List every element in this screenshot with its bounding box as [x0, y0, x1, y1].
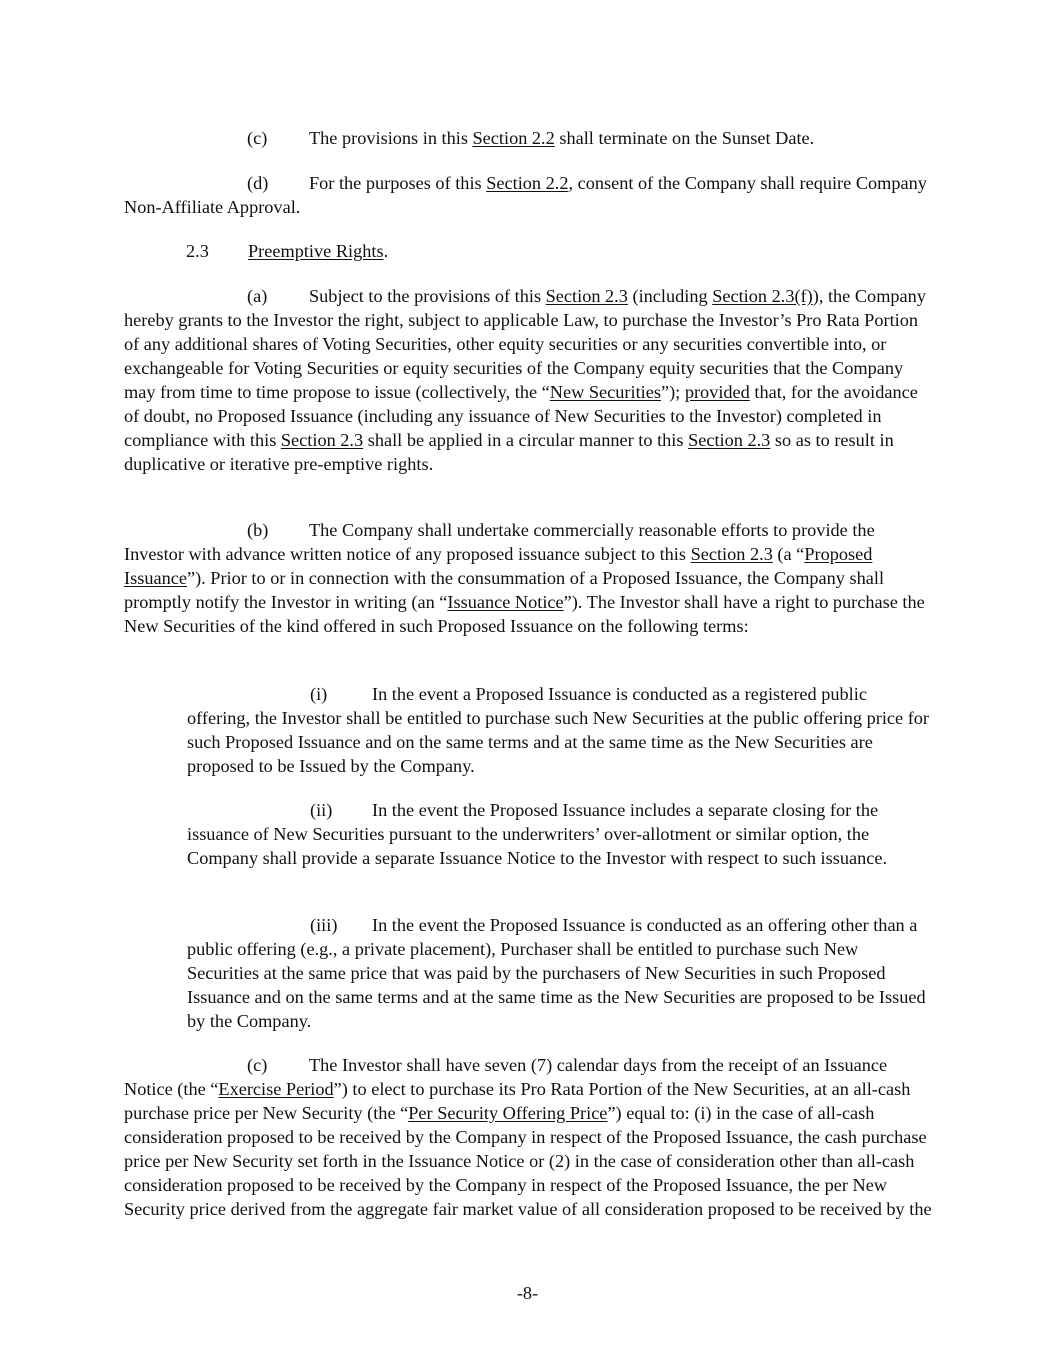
text-run: (a “ — [772, 544, 805, 564]
cross-reference: Section 2.3 — [280, 430, 364, 450]
text-run: The provisions in this — [309, 128, 473, 148]
cross-reference: Exercise Period — [218, 1079, 334, 1099]
text-run: (including — [627, 286, 713, 306]
paragraph-2-2-c — [124, 126, 932, 150]
cross-reference: Section 2.3 — [690, 544, 773, 564]
subparagraph-b-ii — [187, 798, 932, 870]
cross-reference: Proposed Issuance — [124, 544, 873, 588]
cross-reference: Per Security Offering Price — [408, 1103, 608, 1123]
paragraph-number: (c) — [247, 128, 268, 148]
text-run: so as to result in duplicative or iterative pre-emptive rights. — [124, 430, 894, 474]
page-number: -8- — [516, 1283, 539, 1303]
section-heading-2-3 — [124, 239, 932, 263]
text-run: ”). Prior to or in connection with the consummation of a Proposed Issuance, the Company shall promptly notify the Investor in writing (an “ — [124, 568, 885, 612]
text-run: ), the Company hereby grants to the Investor the right, subject to applicable Law, to purchase the Investor’s Pro Rata Portion of any additional shares of Voting Securities, other equity securities or any securities convertible into, or exchangeable for Voting Securities or equity securities of the Company equity securities that the Company may from time to time propose to issue (collectively, the “ — [124, 286, 926, 402]
text-run: shall be applied in a circular manner to this — [363, 430, 689, 450]
text-run: , consent of the Company shall require Company Non-Affiliate Approval. — [124, 173, 927, 217]
paragraph-2-3-c — [124, 1053, 932, 1221]
section-number: 2.3 — [186, 241, 209, 261]
text-run: For the purposes of this — [309, 173, 487, 193]
text-run: ”) equal to: (i) in the case of all-cash consideration proposed to be received by the Company in respect of the Proposed Issuance, the cash purchase price per New Security set forth in the Issuance Notice or (2) in the case of consideration other than all-cash consideration proposed to be received by the Company in respect of the Proposed Issuance, the per New Security price derived from the aggregate fair market value of all consideration proposed to be received by the — [124, 1103, 932, 1219]
cross-reference: New Securities — [549, 382, 661, 402]
paragraph-number: (a) — [247, 286, 268, 306]
paragraph-2-3-b — [124, 518, 932, 638]
cross-reference: Section 2.3(f) — [712, 286, 813, 306]
paragraph-2-3-a — [124, 284, 932, 476]
subparagraph-b-i — [187, 682, 932, 778]
text-run: . — [383, 241, 389, 261]
text-run: Subject to the provisions of this — [309, 286, 546, 306]
text-run: shall terminate on the Sunset Date. — [554, 128, 815, 148]
paragraph-number: (c) — [247, 1055, 268, 1075]
cross-reference: provided — [684, 382, 750, 402]
subparagraph-b-iii — [187, 913, 932, 1033]
text-run: that, for the avoidance of doubt, no Proposed Issuance (including any issuance of New Securities to the Investor) completed in compliance with this — [124, 382, 918, 450]
cross-reference: Section 2.2 — [472, 128, 555, 148]
cross-reference: Section 2.2 — [486, 173, 569, 193]
text-run: ”). The Investor shall have a right to purchase the New Securities of the kind offered in such Proposed Issuance on the following terms: — [124, 592, 925, 636]
text-run: The Investor shall have seven (7) calendar days from the receipt of an Issuance Notice (the “ — [124, 1055, 888, 1099]
text-run: In the event the Proposed Issuance includes a separate closing for the issuance of New Securities pursuant to the underwriters’ over-allotment or similar option, the Company shall provide a separate Issuance Notice to the Investor with respect to such issuance. — [187, 800, 888, 868]
subparagraph-number: (ii) — [310, 800, 333, 820]
paragraph-2-2-d — [124, 171, 932, 219]
text-run: ”); — [660, 382, 685, 402]
subparagraph-number: (i) — [310, 684, 328, 704]
cross-reference: Section 2.3 — [688, 430, 771, 450]
paragraph-number: (d) — [247, 173, 269, 193]
text-run: The Company shall undertake commercially reasonable efforts to provide the Investor with advance written notice of any proposed issuance subject to this — [124, 520, 875, 564]
cross-reference: Section 2.3 — [545, 286, 628, 306]
cross-reference: Preemptive Rights — [248, 241, 384, 261]
subparagraph-number: (iii) — [310, 915, 338, 935]
text-run: In the event the Proposed Issuance is conducted as an offering other than a public offering (e.g., a private placement), Purchaser shall be entitled to purchase such New Securities at the same price that was paid by the purchasers of New Securities in such Proposed Issuance and on the same terms and at the same time as the New Securities are proposed to be Issued by the Company. — [187, 915, 926, 1031]
paragraph-number: (b) — [247, 520, 269, 540]
cross-reference: Issuance Notice — [447, 592, 564, 612]
text-run: ”) to elect to purchase its Pro Rata Portion of the New Securities, at an all-cash purchase price per New Security (the “ — [124, 1079, 911, 1123]
text-run: In the event a Proposed Issuance is conducted as a registered public offering, the Investor shall be entitled to purchase such New Securities at the public offering price for such Proposed Issuance and on the same terms and at the same time as the New Securities are proposed to be Issued by the Company. — [187, 684, 930, 776]
